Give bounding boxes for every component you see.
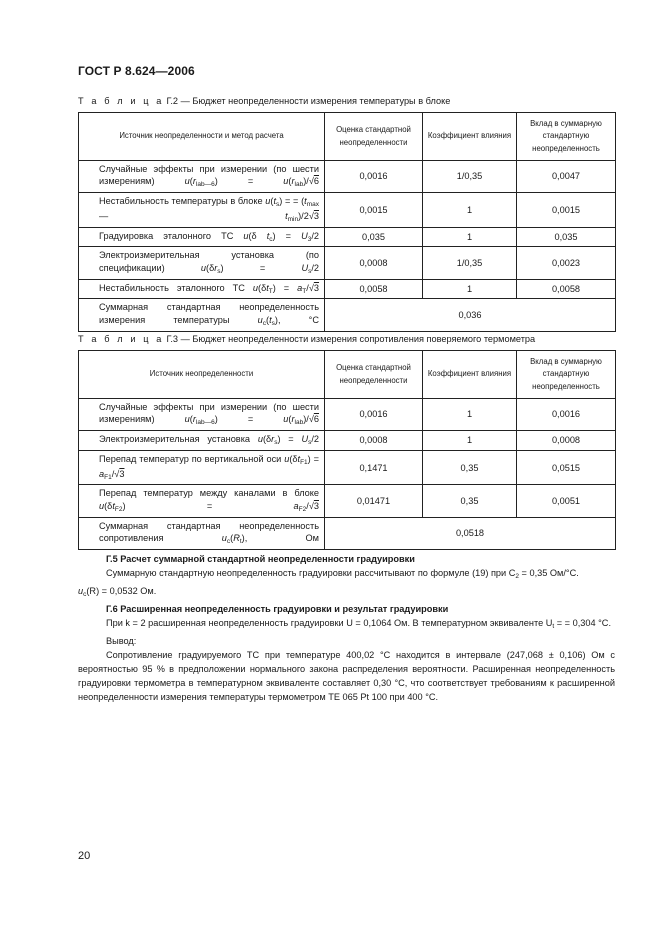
table3-header-row [79,351,616,399]
table3-total-value: 0,0518 [325,517,616,549]
table3-caption-text: Г.3 — Бюджет неопределенности измерения сопротивления поверяемого термометра [166,334,536,344]
table3-row3-contrib: 0,0515 [517,450,616,485]
table-row [79,193,616,228]
table-row [79,431,616,451]
table2-row3-coef: 1 [423,227,517,247]
table2-row1-source: Случайные эффекты при измерении (по шести измерениям) $u(r_{lab—6}) = u(r_{lab})/√6$ [79,161,325,193]
table2-caption-text: Г.2 — Бюджет неопределенности измерения температуры в блоке [166,96,451,106]
section-g5-line1: Суммарную стандартную неопределенность градуировки рассчитывают по формуле (19) при $C_2 = 0,35$ Ом/°С. [106,568,579,580]
table2-row3-estimate: 0,035 [325,227,423,247]
table2-row5-contrib: 0,0058 [517,279,616,299]
table2-header-source: Источник неопределенности и метод расчета [79,113,325,161]
table3-row1-coef: 1 [423,399,517,431]
table-row [79,399,616,431]
table2-row4-coef: 1/0,35 [423,247,517,279]
table2-total-row [79,299,616,331]
table-row [79,161,616,193]
table3-row1-estimate: 0,0016 [325,399,423,431]
section-g6-heading: Г.6 Расширенная неопределенность градуировки и результат градуировки [106,604,449,614]
table2-header-estimate: Оценка стандартной неопределенности [325,113,423,161]
section-g5-line2: $u_c(R) = 0,0532$ Ом. [78,586,157,598]
table2 [78,112,616,332]
table3-caption [78,334,535,344]
conclusion-text: Сопротивление градуируемого ТС при температуре 400,02 °С находится в интервале (247,068 ± 0,106) Ом с вероятностью 95 % в предположении нормального закона распределения вероятности. Расширенная неопределенность градуировки термометра в температурном эквиваленте составляет 0,30 °С, что соответствует требованиям к расширенной неопределенности измерения температуры термометром ТЕ 065 Pt 100 при 400 °С. [78,650,615,702]
table3-row4-estimate: 0,01471 [325,485,423,517]
table3-row4-contrib: 0,0051 [517,485,616,517]
table3-row4-source: Перепад температур между каналами в блоке $u(\delta t_{F2}) = a_{F2}/√3$ [79,485,325,517]
table2-row5-source: Нестабильность эталонного ТС $u(\delta t_T) = a_T/√3$ [79,279,325,299]
table2-caption-prefix: Т а б л и ц а [78,96,164,106]
table2-total-source: Суммарная стандартная неопределенность измерения температуры $u_c(t_s)$, °С [79,299,325,331]
page-number: 20 [78,850,91,862]
section-g5 [78,552,615,704]
table-row [79,227,616,247]
table2-row3-source: Градуировка эталонного ТС u(δ $t_c) = U_3/2$ [79,227,325,247]
table3-caption-prefix: Т а б л и ц а [78,334,164,344]
table2-header-contrib: Вклад в суммарную стандартную неопределенность [517,113,616,161]
table2-row3-contrib: 0,035 [517,227,616,247]
section-g5-heading: Г.5 Расчет суммарной стандартной неопределенности градуировки [106,554,415,564]
table-row [79,247,616,279]
table2-row4-source: Электроизмерительная установка (по спецификации) $u(\delta r_s) = U_s/2$ [79,247,325,279]
table3-row2-estimate: 0,0008 [325,431,423,451]
table3-row1-contrib: 0,0016 [517,399,616,431]
table3-total-source: Суммарная стандартная неопределенность сопротивления $u_c(R_t)$, Ом [79,517,325,549]
table2-row5-coef: 1 [423,279,517,299]
table3-row1-source: Случайные эффекты при измерении (по шести измерениям) $u(r_{lab—6}) = u(r_{lab})/√6$ [79,399,325,431]
table3-row2-source: Электроизмерительная установка $u(\delta r_s) = U_s/2$ [79,431,325,451]
table3 [78,350,616,550]
conclusion-label: Вывод: [106,636,137,646]
table2-caption [78,96,450,106]
table3-header-source: Источник неопределенности [79,351,325,399]
table2-row2-source: Нестабильность температуры в блоке $u(t_s)$ = = ($t_{max}$ — $t_{min})/2√3$ [79,193,325,228]
table3-header-coef: Коэффициент влияния [423,351,517,399]
section-g6-line1: При k = 2 расширенная неопределенность градуировки U = 0,1064 Ом. В температурном эквиваленте $U_t$ = = 0,304 °С. [106,618,611,630]
table2-row2-contrib: 0,0015 [517,193,616,228]
table2-header-coef: Коэффициент влияния [423,113,517,161]
table3-row3-estimate: 0,1471 [325,450,423,485]
table3-row4-coef: 0,35 [423,485,517,517]
table-row [79,450,616,485]
table3-header-contrib: Вклад в суммарную стандартную неопределенность [517,351,616,399]
table3-header-estimate: Оценка стандартной неопределенности [325,351,423,399]
table2-total-value: 0,036 [325,299,616,331]
table3-row3-source: Перепад температур по вертикальной оси $u(\delta t_{F1}) = a_{F1}/√3$ [79,450,325,485]
table2-row5-estimate: 0,0058 [325,279,423,299]
table2-header-row [79,113,616,161]
table3-row2-coef: 1 [423,431,517,451]
table-row [79,279,616,299]
table3-row2-contrib: 0,0008 [517,431,616,451]
table2-row1-estimate: 0,0016 [325,161,423,193]
table2-row1-coef: 1/0,35 [423,161,517,193]
standard-header: ГОСТ Р 8.624—2006 [78,64,195,78]
table2-row4-estimate: 0,0008 [325,247,423,279]
table2-row2-coef: 1 [423,193,517,228]
table-row [79,485,616,517]
table2-row2-estimate: 0,0015 [325,193,423,228]
table2-row4-contrib: 0,0023 [517,247,616,279]
table3-total-row [79,517,616,549]
table2-row1-contrib: 0,0047 [517,161,616,193]
table3-row3-coef: 0,35 [423,450,517,485]
